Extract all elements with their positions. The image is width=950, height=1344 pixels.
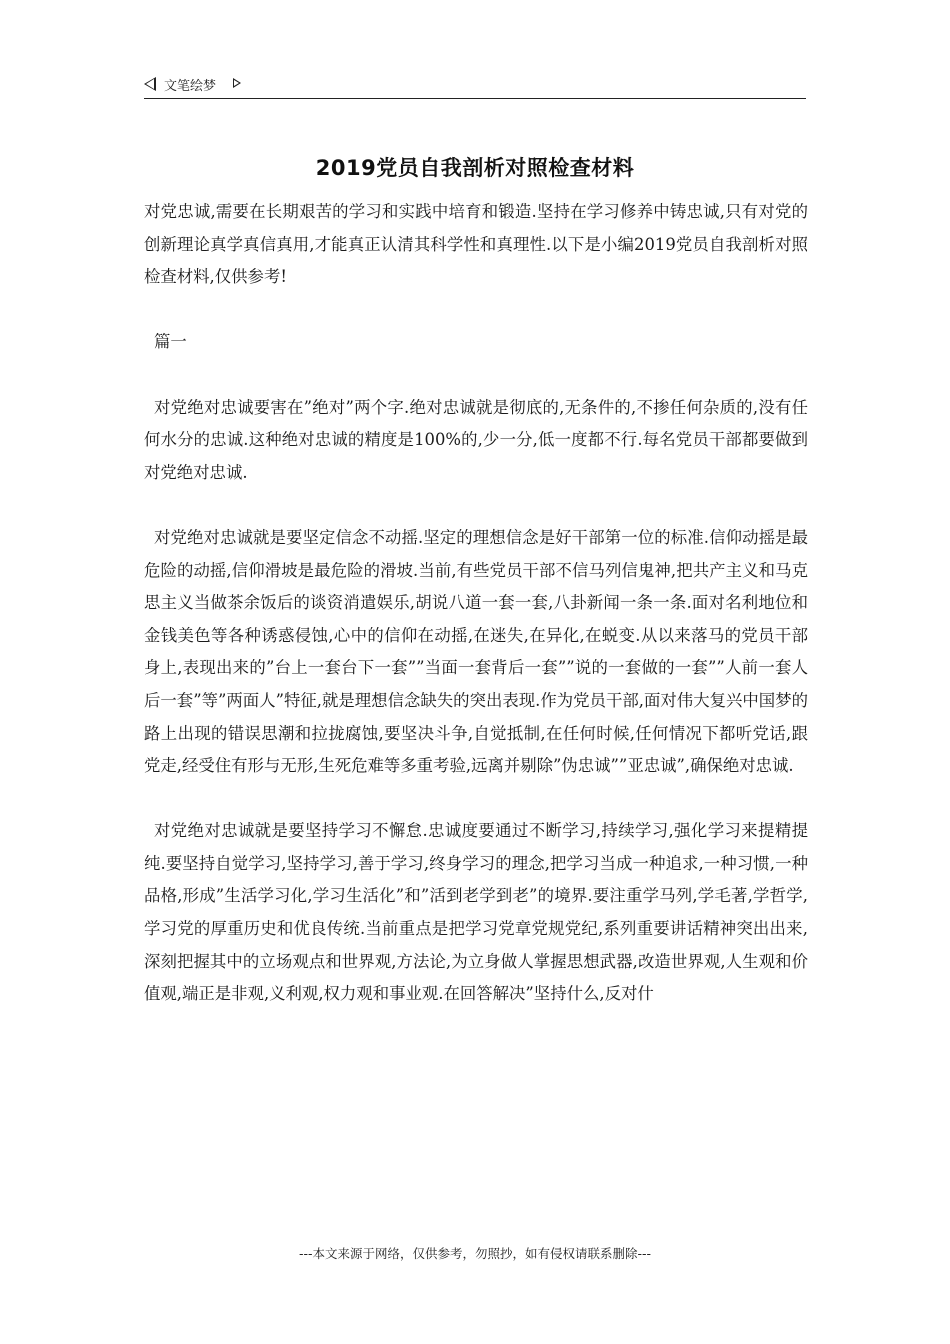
document-body: [144, 196, 808, 1043]
body-paragraph: 对党绝对忠诚就是要坚定信念不动摇.坚定的理想信念是好干部第一位的标准.信仰动摇是最危险的动摇,信仰滑坡是最危险的滑坡.当前,有些党员干部不信马列信鬼神,把共产主义和马克思主义当做茶余饭后的谈资消遣娱乐,胡说八道一套一套,八卦新闻一条一条.面对名利地位和金钱美色等各种诱惑侵蚀,心中的信仰在动摇,在迷失,在异化,在蜕变.从以来落马的党员干部身上,表现出来的”台上一套台下一套””当面一套背后一套””说的一套做的一套””人前一套人后一套”等”两面人”特征,就是理想信念缺失的突出表现.作为党员干部,面对伟大复兴中国梦的路上出现的错误思潮和拉拢腐蚀,要坚决斗争,自觉抵制,在任何时候,任何情况下都听党话,跟党走,经受住有形与无形,生死危难等多重考验,远离并剔除”伪忠诚””亚忠诚”,确保绝对忠诚.: [144, 527, 808, 776]
page-footer-disclaimer: ---本文来源于网络，仅供参考，勿照抄，如有侵权请联系删除---: [298, 1246, 652, 1261]
page-header: [144, 74, 806, 99]
triangle-right-icon: [233, 78, 241, 88]
body-paragraph: 对党绝对忠诚要害在”绝对”两个字.绝对忠诚就是彻底的,无条件的,不掺任何杂质的,没有任何水分的忠诚.这种绝对忠诚的精度是100%的,少一分,低一度都不行.每名党员干部都要做到对党绝对忠诚.: [144, 397, 808, 482]
document-title: 2019党员自我剖析对照检查材料: [315, 156, 635, 180]
triangle-left-icon: [144, 77, 156, 91]
intro-paragraph: 对党忠诚,需要在长期艰苦的学习和实践中培育和锻造.坚持在学习修养中铸忠诚,只有对党的创新理论真学真信真用,才能真正认清其科学性和真理性.以下是小编2019党员自我剖析对照检查材料,仅供参考!: [144, 202, 808, 287]
section-heading: 篇一: [154, 332, 187, 352]
body-paragraph: 对党绝对忠诚就是要坚持学习不懈怠.忠诚度要通过不断学习,持续学习,强化学习来提精提纯.要坚持自觉学习,坚持学习,善于学习,终身学习的理念,把学习当成一种追求,一种习惯,一种品格,形成”生活学习化,学习生活化”和”活到老学到老”的境界.要注重学马列,学毛著,学哲学,学习党的厚重历史和优良传统.当前重点是把学习党章党规党纪,系列重要讲话精神突出出来,深刻把握其中的立场观点和世界观,方法论,为立身做人掌握思想武器,改造世界观,人生观和价值观,端正是非观,义利观,权力观和事业观.在回答解决”坚持什么,反对什: [144, 821, 808, 1004]
header-brand: 文笔绘梦: [164, 79, 217, 94]
